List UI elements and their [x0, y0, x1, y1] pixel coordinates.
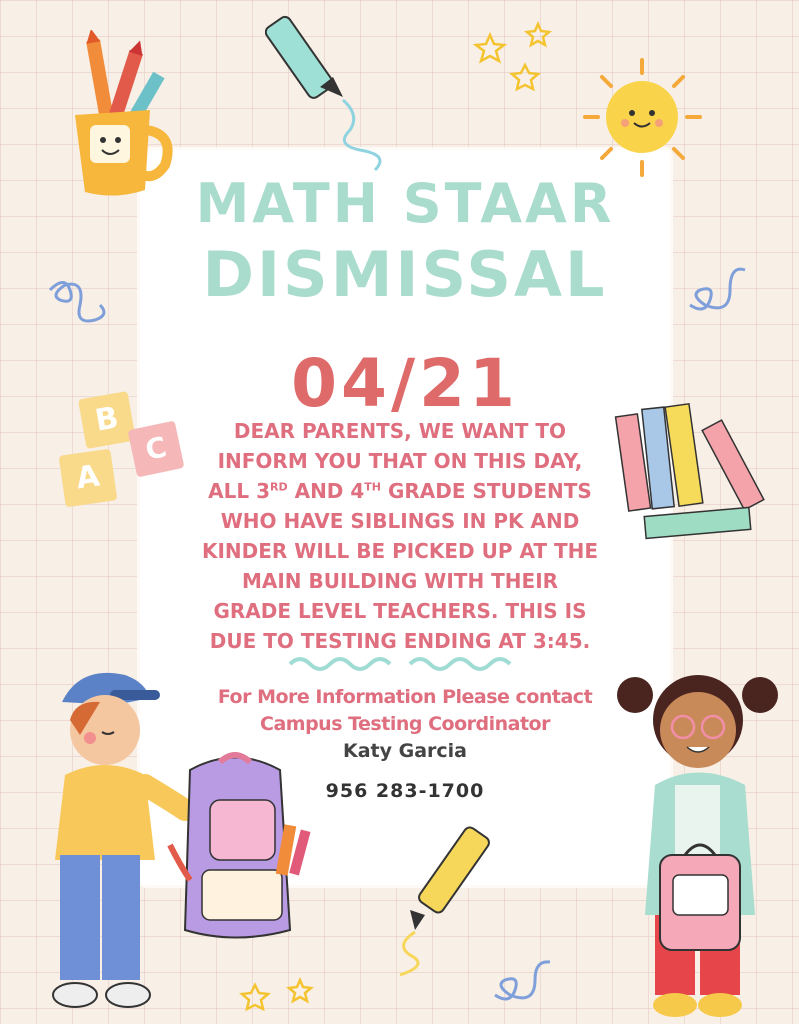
sup-rd: RD — [270, 480, 288, 494]
body-line-1: DEAR PARENTS, WE WANT TO — [233, 419, 567, 443]
block-a: A — [59, 449, 118, 508]
sup-th: TH — [364, 480, 382, 494]
contact-line-2: Campus Testing Coordinator — [260, 713, 550, 735]
block-c: C — [128, 421, 185, 478]
boy-with-backpack-illustration — [40, 660, 320, 1024]
squiggle-icon — [490, 950, 560, 1010]
squiggle-icon — [45, 275, 115, 335]
body-line-7: GRADE LEVEL TEACHERS. THIS IS — [213, 599, 587, 623]
block-b: B — [78, 391, 136, 449]
body-line-3a: ALL 3 — [208, 479, 271, 503]
body-line-5: KINDER WILL BE PICKED UP AT THE — [201, 539, 599, 563]
body-line-6: MAIN BUILDING WITH THEIR — [241, 569, 559, 593]
title-line-1: MATH STAAR — [195, 172, 615, 235]
body-line-8: DUE TO TESTING ENDING AT 3:45. — [209, 629, 591, 653]
contact-line-1: For More Information Please contact — [217, 686, 593, 708]
title-line-2: DISMISSAL — [202, 238, 608, 311]
body-line-2: INFORM YOU THAT ON THIS DAY, — [217, 449, 583, 473]
body-line-3b: AND 4 — [287, 479, 365, 503]
date-heading: 04/21 — [291, 345, 519, 422]
body-line-3c: GRADE STUDENTS — [381, 479, 592, 503]
girl-with-backpack-illustration — [605, 665, 795, 1024]
body-line-4: WHO HAVE SIBLINGS IN PK AND — [220, 509, 580, 533]
squiggle-icon — [685, 255, 755, 320]
highlighter-icon — [265, 5, 415, 180]
sun-icon — [580, 55, 705, 180]
star-icon — [470, 20, 560, 100]
coordinator-name: Katy Garcia — [342, 740, 467, 762]
announcement-text — [175, 416, 625, 656]
star-icon — [235, 975, 325, 1020]
coordinator-phone: 956 283-1700 — [325, 780, 485, 802]
